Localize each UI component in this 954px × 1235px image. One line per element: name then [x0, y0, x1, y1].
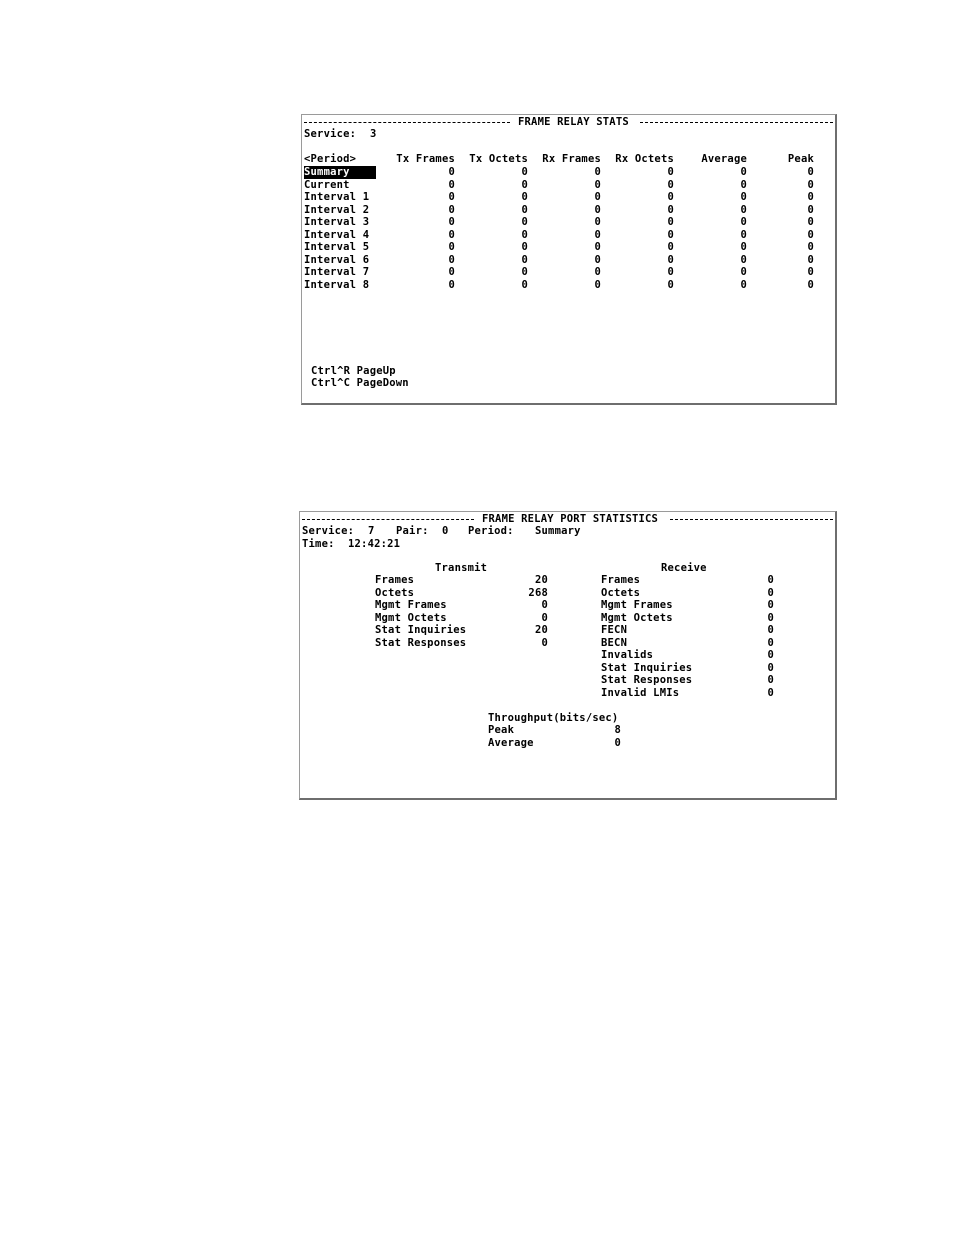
col-rx-frames: Rx Frames	[542, 153, 601, 165]
cell-tx-octets: 0	[521, 203, 528, 216]
transmit-label: Octets	[375, 586, 415, 599]
col-peak: Peak	[787, 153, 814, 165]
period-row-label[interactable]: Current	[304, 178, 350, 191]
cell-rx-frames: 0	[594, 228, 601, 241]
cell-rx-octets: 0	[667, 166, 674, 178]
cell-rx-octets: 0	[667, 191, 674, 203]
throughput-value: 0	[614, 736, 621, 749]
cell-tx-octets: 0	[521, 166, 528, 178]
receive-value: 0	[767, 674, 774, 686]
title-rule-right	[640, 122, 833, 123]
cell-tx-frames: 0	[448, 266, 455, 278]
receive-value: 0	[767, 599, 774, 611]
transmit-value: 0	[541, 636, 548, 649]
cell-peak: 0	[807, 266, 814, 278]
receive-value: 0	[767, 636, 774, 649]
period-row-label[interactable]: Interval 2	[304, 203, 370, 216]
throughput-label: Peak	[488, 724, 515, 736]
pair-value: 0	[442, 525, 449, 537]
cell-rx-octets: 0	[667, 228, 674, 241]
cell-peak: 0	[807, 166, 814, 178]
cell-average: 0	[740, 166, 747, 178]
receive-value: 0	[767, 611, 774, 624]
transmit-label: Frames	[375, 574, 415, 586]
transmit-value: 20	[534, 574, 548, 586]
transmit-label: Mgmt Frames	[375, 599, 447, 611]
cell-rx-octets: 0	[667, 216, 674, 228]
cell-rx-frames: 0	[594, 253, 601, 266]
cell-average: 0	[740, 266, 747, 278]
service-label: Service:	[304, 128, 357, 140]
pageup-hint: Ctrl^R PageUp	[311, 365, 396, 377]
title-rule-left	[304, 122, 510, 123]
cell-tx-octets: 0	[521, 191, 528, 203]
cell-tx-frames: 0	[448, 253, 455, 266]
receive-label: Invalid LMIs	[601, 686, 680, 699]
col-tx-frames: Tx Frames	[396, 153, 455, 165]
cell-tx-octets: 0	[521, 216, 528, 228]
cell-peak: 0	[807, 278, 814, 291]
period-row-label[interactable]: Interval 7	[304, 266, 370, 278]
cell-average: 0	[740, 191, 747, 203]
cell-average: 0	[740, 253, 747, 266]
cell-rx-octets: 0	[667, 178, 674, 191]
cell-rx-octets: 0	[667, 253, 674, 266]
cell-tx-frames: 0	[448, 278, 455, 291]
cell-peak: 0	[807, 253, 814, 266]
receive-label: Mgmt Frames	[601, 599, 673, 611]
receive-label: Invalids	[601, 649, 654, 661]
port-title: FRAME RELAY PORT STATISTICS	[482, 513, 659, 525]
cell-average: 0	[740, 203, 747, 216]
transmit-value: 268	[528, 586, 548, 599]
cell-rx-frames: 0	[594, 178, 601, 191]
pagedown-hint: Ctrl^C PageDown	[311, 377, 409, 389]
transmit-label: Stat Responses	[375, 636, 467, 649]
port-title-bar	[302, 513, 833, 526]
period-row-label[interactable]: Interval 6	[304, 253, 370, 266]
col-period: <Period>	[304, 153, 357, 165]
period-row-label[interactable]: Interval 8	[304, 278, 370, 291]
col-rx-octets: Rx Octets	[615, 153, 674, 165]
transmit-label: Mgmt Octets	[375, 611, 447, 624]
receive-value: 0	[767, 649, 774, 661]
cell-tx-frames: 0	[448, 178, 455, 191]
pair-label: Pair:	[396, 525, 429, 537]
receive-label: Stat Responses	[601, 674, 693, 686]
transmit-header: Transmit	[435, 562, 488, 574]
cell-peak: 0	[807, 228, 814, 241]
cell-tx-octets: 0	[521, 253, 528, 266]
cell-average: 0	[740, 178, 747, 191]
receive-value: 0	[767, 574, 774, 586]
time-label: Time:	[302, 538, 335, 550]
period-row-label[interactable]: Interval 3	[304, 216, 370, 228]
period-value: Summary	[535, 525, 581, 537]
frame-relay-stats-screen	[301, 114, 837, 405]
transmit-value: 0	[541, 611, 548, 624]
receive-label: BECN	[601, 636, 628, 649]
cell-rx-frames: 0	[594, 216, 601, 228]
cell-tx-octets: 0	[521, 241, 528, 253]
cell-rx-octets: 0	[667, 203, 674, 216]
time-value: 12:42:21	[348, 538, 401, 550]
frame-relay-port-statistics-screen	[299, 511, 837, 800]
cell-tx-octets: 0	[521, 178, 528, 191]
cell-tx-frames: 0	[448, 241, 455, 253]
receive-header: Receive	[661, 562, 707, 574]
cell-tx-frames: 0	[448, 216, 455, 228]
cell-tx-frames: 0	[448, 228, 455, 241]
cell-tx-frames: 0	[448, 191, 455, 203]
col-average: Average	[701, 153, 747, 165]
cell-peak: 0	[807, 241, 814, 253]
port-service-label: Service:	[302, 525, 355, 537]
cell-average: 0	[740, 241, 747, 253]
cell-rx-frames: 0	[594, 278, 601, 291]
receive-label: FECN	[601, 624, 628, 636]
cell-average: 0	[740, 278, 747, 291]
cell-peak: 0	[807, 216, 814, 228]
period-row-label[interactable]: Interval 5	[304, 241, 370, 253]
transmit-value: 0	[541, 599, 548, 611]
period-row-label[interactable]: Interval 4	[304, 228, 370, 241]
stats-title-bar	[304, 116, 833, 129]
service-value: 3	[370, 128, 377, 140]
port-title-rule-right	[670, 519, 833, 520]
cell-rx-frames: 0	[594, 266, 601, 278]
cell-rx-octets: 0	[667, 278, 674, 291]
receive-value: 0	[767, 661, 774, 674]
period-label: Period:	[468, 525, 514, 537]
receive-value: 0	[767, 624, 774, 636]
port-service-value: 7	[368, 525, 375, 537]
throughput-header: Throughput(bits/sec)	[488, 712, 619, 724]
transmit-label: Stat Inquiries	[375, 624, 467, 636]
cell-peak: 0	[807, 203, 814, 216]
period-row-label[interactable]: Interval 1	[304, 191, 370, 203]
col-tx-octets: Tx Octets	[469, 153, 528, 165]
cell-tx-octets: 0	[521, 266, 528, 278]
receive-value: 0	[767, 686, 774, 699]
cell-average: 0	[740, 216, 747, 228]
cell-tx-octets: 0	[521, 228, 528, 241]
receive-label: Octets	[601, 586, 641, 599]
cell-peak: 0	[807, 178, 814, 191]
cell-tx-frames: 0	[448, 203, 455, 216]
receive-label: Stat Inquiries	[601, 661, 693, 674]
period-summary-selected[interactable]: Summary	[304, 166, 376, 179]
cell-peak: 0	[807, 191, 814, 203]
cell-rx-frames: 0	[594, 166, 601, 178]
cell-rx-octets: 0	[667, 241, 674, 253]
throughput-value: 8	[614, 724, 621, 736]
receive-label: Mgmt Octets	[601, 611, 673, 624]
receive-label: Frames	[601, 574, 641, 586]
cell-rx-frames: 0	[594, 241, 601, 253]
cell-rx-frames: 0	[594, 191, 601, 203]
throughput-label: Average	[488, 736, 534, 749]
cell-rx-octets: 0	[667, 266, 674, 278]
cell-tx-octets: 0	[521, 278, 528, 291]
receive-value: 0	[767, 586, 774, 599]
cell-tx-frames: 0	[448, 166, 455, 178]
cell-rx-frames: 0	[594, 203, 601, 216]
stats-title: FRAME RELAY STATS	[518, 116, 629, 128]
cell-average: 0	[740, 228, 747, 241]
transmit-value: 20	[534, 624, 548, 636]
port-title-rule-left	[302, 519, 474, 520]
